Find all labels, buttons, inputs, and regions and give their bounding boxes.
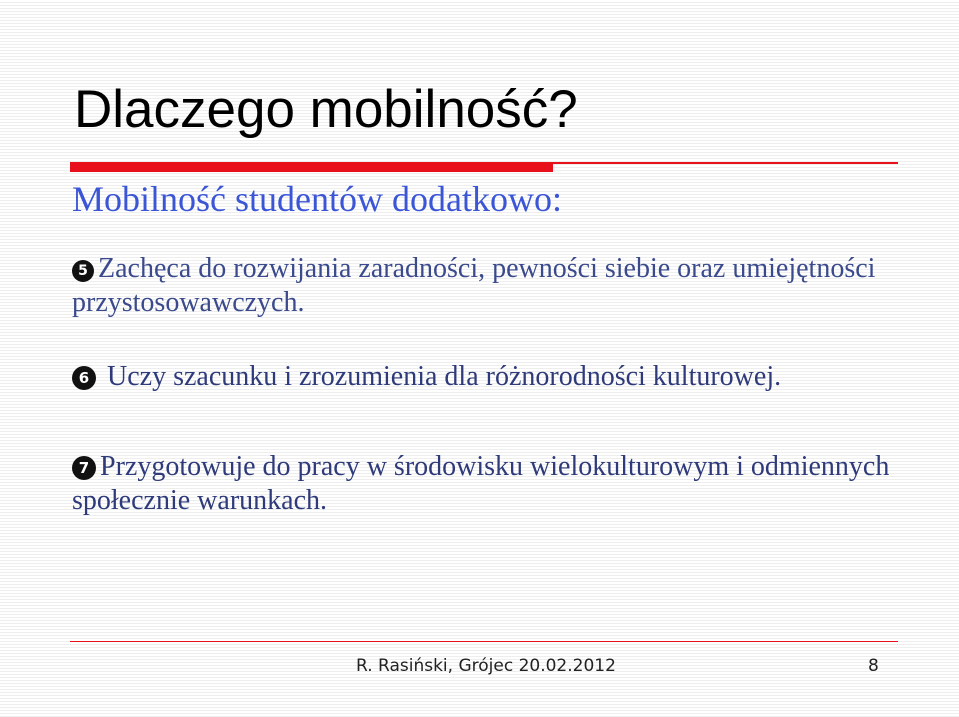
number-5-circle-icon: 5 <box>72 260 94 282</box>
title-underline <box>70 160 898 172</box>
bullet-point-text: Zachęca do rozwijania zaradności, pewności siebie oraz umiejętności przystosowawczych. <box>72 253 876 318</box>
page-number: 8 <box>868 656 879 676</box>
number-6-circle-icon: 6 <box>72 366 96 390</box>
title-underline-thin <box>553 162 898 164</box>
bullet-point-6 <box>72 360 902 394</box>
title-underline-thick <box>70 162 553 172</box>
bullet-point-7 <box>72 450 902 518</box>
bullet-point-5 <box>72 252 902 320</box>
bullet-point-text: Uczy szacunku i zrozumienia dla różnorodności kulturowej. <box>100 361 782 392</box>
slide-title: Dlaczego mobilność? <box>74 80 578 139</box>
slide-subtitle: Mobilność studentów dodatkowo: <box>72 179 562 219</box>
bullet-point-text: Przygotowuje do pracy w środowisku wielokulturowym i odmiennych społecznie warunkach. <box>72 451 890 516</box>
footer-author-date: R. Rasiński, Grójec 20.02.2012 <box>356 656 616 676</box>
footer-divider <box>70 641 898 642</box>
number-7-circle-icon: 7 <box>72 456 96 480</box>
